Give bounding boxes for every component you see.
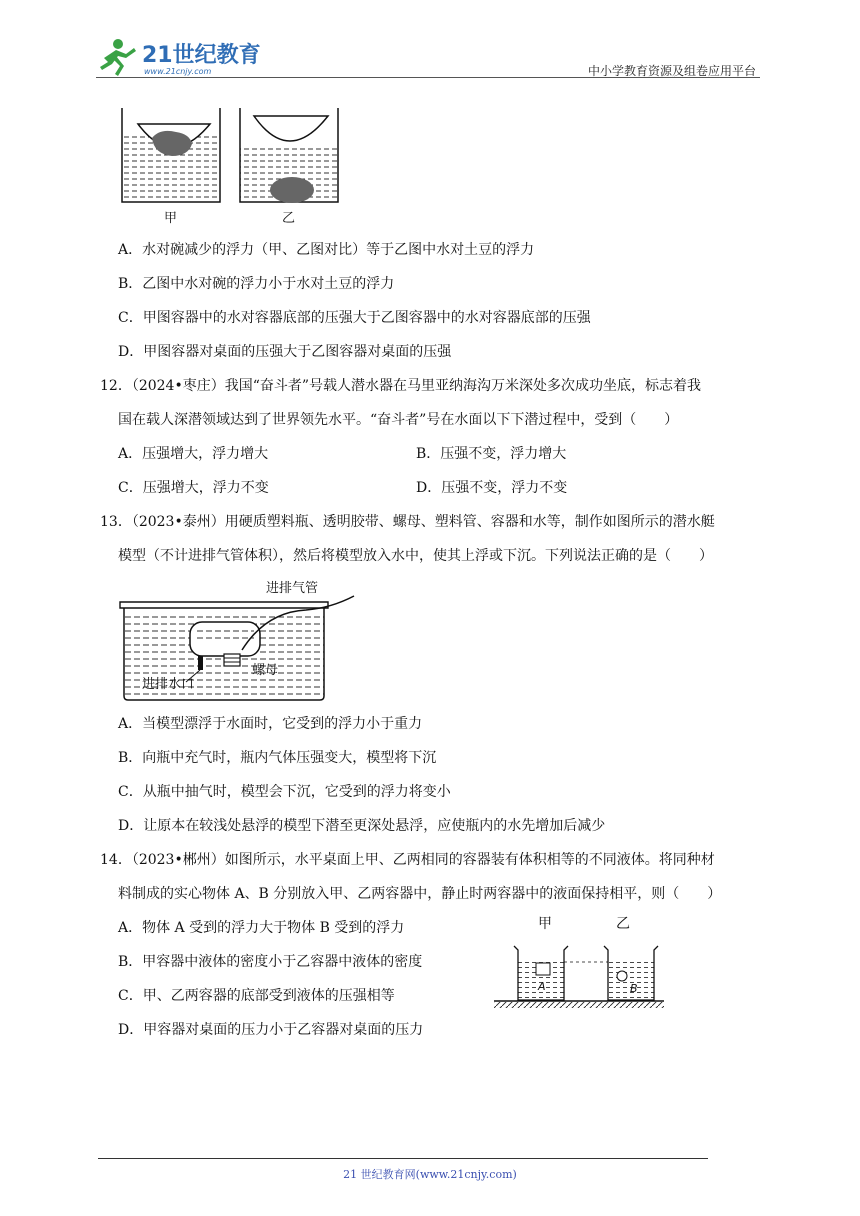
q12-option-a: A．压强增大，浮力增大 bbox=[118, 446, 269, 462]
q14-stem-line1: 14．（2023•郴州）如图所示，水平桌面上甲、乙两相同的容器装有体积相等的不同液体。将同种材 bbox=[100, 852, 715, 868]
container-jia bbox=[122, 108, 220, 202]
container-jia-14 bbox=[514, 946, 568, 1000]
figure14-label-yi: 乙 bbox=[616, 916, 630, 932]
container-yi-14 bbox=[604, 946, 658, 1000]
figure-q13 bbox=[116, 572, 356, 704]
q11-option-c: C．甲图容器中的水对容器底部的压强大于乙图容器中的水对容器底部的压强 bbox=[118, 310, 591, 326]
container-yi bbox=[240, 108, 338, 203]
logo-subtext: www.21cnjy.com bbox=[144, 67, 212, 76]
figure-label-jia: 甲 bbox=[164, 211, 178, 226]
figure-label-yi: 乙 bbox=[282, 211, 296, 226]
q13-option-c: C．从瓶中抽气时，模型会下沉，它受到的浮力将变小 bbox=[118, 784, 451, 800]
q11-option-d: D．甲图容器对桌面的压强大于乙图容器对桌面的压强 bbox=[118, 344, 452, 360]
potato-sunk bbox=[270, 177, 314, 203]
object-a-label: A bbox=[538, 980, 546, 993]
q14-option-b: B．甲容器中液体的密度小于乙容器中液体的密度 bbox=[118, 954, 423, 970]
header-platform-text: 中小学教育资源及组卷应用平台 bbox=[587, 64, 756, 78]
figure14-label-jia: 甲 bbox=[538, 916, 552, 932]
q12-stem-line1: 12．（2024•枣庄）我国“奋斗者”号载人潜水器在马里亚纳海沟万米深处多次成功坐底，标志着我 bbox=[100, 378, 702, 394]
figure-q14 bbox=[490, 910, 666, 1016]
logo-text: 21世纪教育 bbox=[142, 43, 261, 68]
header-divider bbox=[96, 77, 760, 78]
q13-option-a: A．当模型漂浮于水面时，它受到的浮力小于重力 bbox=[118, 716, 423, 732]
figure-q11 bbox=[116, 104, 346, 228]
q14-option-c: C．甲、乙两容器的底部受到液体的压强相等 bbox=[118, 988, 395, 1004]
object-b-label: B bbox=[630, 982, 638, 995]
q13-stem-line2: 模型（不计进排气管体积），然后将模型放入水中，使其上浮或下沉。下列说法正确的是（ ） bbox=[118, 548, 713, 564]
q12-option-b: B．压强不变，浮力增大 bbox=[416, 446, 567, 462]
q13-option-b: B．向瓶中充气时，瓶内气体压强变大，模型将下沉 bbox=[118, 750, 437, 766]
q12-option-d: D．压强不变，浮力不变 bbox=[416, 480, 568, 496]
q12-option-c: C．压强增大，浮力不变 bbox=[118, 480, 269, 496]
tube-label: 进排气管 bbox=[266, 581, 319, 596]
port-label: 进排水口 bbox=[142, 677, 195, 692]
water-port bbox=[198, 656, 203, 670]
q12-stem-line2: 国在载人深潜领域达到了世界领先水平。“奋斗者”号在水面以下下潜过程中，受到（ ） bbox=[118, 412, 679, 428]
q14-option-d: D．甲容器对桌面的压力小于乙容器对桌面的压力 bbox=[118, 1022, 424, 1038]
q13-option-d: D．让原本在较浅处悬浮的模型下潜至更深处悬浮，应使瓶内的水先增加后减少 bbox=[118, 818, 606, 834]
q13-stem-line1: 13．（2023•泰州）用硬质塑料瓶、透明胶带、螺母、塑料管、容器和水等，制作如图所示的潜水艇 bbox=[100, 514, 715, 530]
footer-divider bbox=[98, 1158, 708, 1159]
q11-option-a: A．水对碗减少的浮力（甲、乙图对比）等于乙图中水对土豆的浮力 bbox=[118, 242, 535, 258]
q14-stem-line2: 料制成的实心物体 A、B 分别放入甲、乙两容器中，静止时两容器中的液面保持相平，则（ ） bbox=[118, 886, 722, 902]
q11-option-b: B．乙图中水对碗的浮力小于水对土豆的浮力 bbox=[118, 276, 395, 292]
site-logo bbox=[96, 36, 266, 80]
nut-icon bbox=[224, 654, 240, 666]
footer-text: 21 世纪教育网(www.21cnjy.com) bbox=[343, 1168, 517, 1181]
runner-icon bbox=[100, 39, 136, 76]
nut-label: 螺母 bbox=[252, 663, 279, 678]
table-hatch bbox=[494, 1002, 664, 1008]
q14-option-a: A．物体 A 受到的浮力大于物体 B 受到的浮力 bbox=[118, 920, 405, 936]
